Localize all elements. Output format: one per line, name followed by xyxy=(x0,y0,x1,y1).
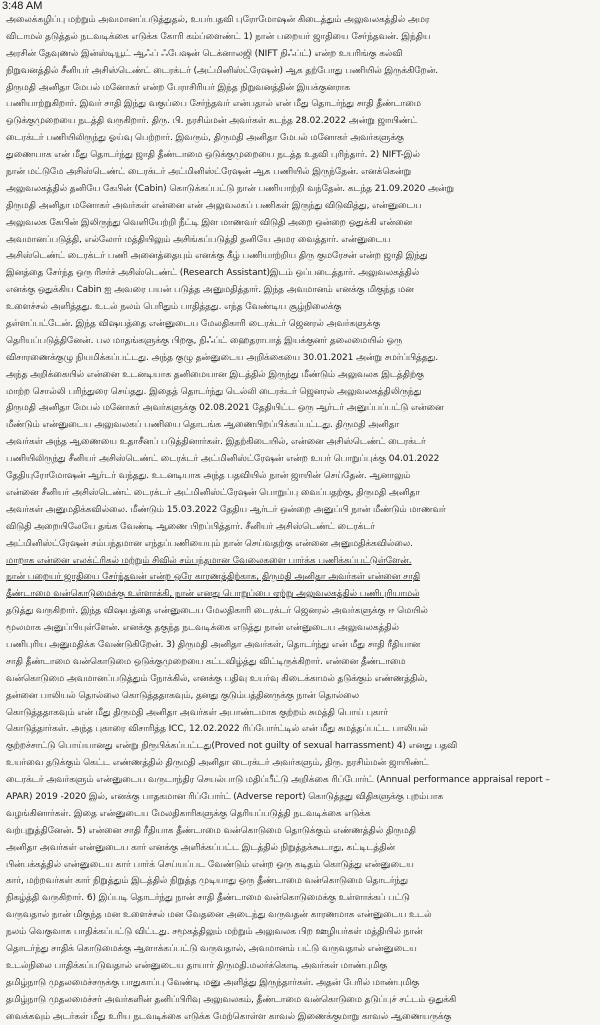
document-line: மூலமாக அனுப்பியுள்ளேன். எனக்கு தகுந்த நடவடிக்கை எடுத்து நான் என்னுடைய அலுவலகத்தில் xyxy=(6,623,399,634)
document-line: திருமதி அனிதா மனோகர் அவர்கள் என்னை என் அலுவலகப் பணிகள் இருந்து விடுவித்து, என்னுடைய xyxy=(6,200,422,211)
document-line: விடுதி அறையிலேயே தங்க வேண்டி ஆணை பிறப்பித்தார். சீனியர் அசிஸ்டெண்ட் டைரக்டர் xyxy=(6,521,376,532)
document-line: வைக்கவும் அடர்கள் மீது உரிய நடவடிக்கை எடுக்க மேற்கொள்ள காவல் இணைக்குமாறு காவல் ஆணையருக்கு xyxy=(6,1011,452,1022)
document-line: அலைக்கழிப்பு மற்றும் அவமானப்படுத்துதல், உயர்பதவி புரோமோஷன் கிடைத்தும் அலுவலகத்தில் அமர xyxy=(6,15,430,25)
document-line: நான் மட்டுமே அசிஸ்டெண்ட் டைரக்டர் அட்மினிஸ்ட்ரேஷன் ஆக பணியில் இருந்தேன். எனக்கென்று xyxy=(6,167,412,178)
document-line: அலுவலக கேபின் இலிருந்து வெளியேற்றி நீட்டி இள மாணவர் விடுதி அறை ஒன்றை ஒதுக்கி என்னை xyxy=(6,217,413,228)
document-line: கார், மற்றவர்கள் கார் நிறுத்தும் இடத்தில் நிறுத்த முடியாது ஒரு தீண்டாமை வன்கொடுமை தொடர்ந்து xyxy=(6,876,408,887)
document-line: குற்றச்சாட்டு பொய்யானது என்று நிரூபிக்கப்பட்டது(Proved not guilty of sexual harrassment) 4) எனது பதவி xyxy=(6,741,458,752)
document-line: அவர்கள் அனுமதிக்கவில்லை. மீண்டும் 15.03.2022 தேதிய ஆர்டர் ஒன்றை அனுப்பி நான் மீண்டும் மாணவர் xyxy=(6,504,446,515)
document-line: சாதி தீண்டாமை வன்கொடுமை ஒடுக்குமுறையை கட்டவிழ்த்து விட்டிருக்கிறார். என்னை தீண்டாமை xyxy=(6,656,406,667)
document-line: தடுத்து வருகிறார். இந்த விஷயத்தை என்னுடைய மேலதிகாரி டைரக்டர் ஜெனரல் அவர்களுக்கு ஈ மெயில் xyxy=(6,606,428,617)
document-line: கொடுத்தார்கள். அந்த புகாரை விசாரித்த ICC, 12.02.2022 ரிப்போர்ட்டில் என் மீது சுமத்தப்பட்ட பாலியல் xyxy=(6,724,428,735)
document-line: வருவதால் நான் மிகுந்த மன உளைச்சல் மன வேதனை அடைந்து வருவதன் காரணமாக என்னுடைய உடல் xyxy=(6,910,432,921)
document-line: துணையாக என் மீது தொடர்ந்து ஜாதி தீண்டாமை ஒடுக்குமுறையை நடத்த உதவி புரிந்தார். 2) NIFT-இல் xyxy=(6,150,420,161)
document-line: நலம் வெகுவாக பாதிக்கப்பட்டு விட்டது. சமூகத்திலும் மற்றும் அலுவலக பிற ஊழியர்கள் மத்தியில் நான் xyxy=(6,927,423,938)
document-line: மாறாக என்னை எலக்ட்ரிகல் மற்றும் சிவில் சம்பந்தமான வேலைகளை பார்க்க பணிக்கப்பட்டுள்ளேன். xyxy=(6,555,412,566)
document-line: ஒடுக்குமுறையை நடத்தி வருகிறார். திரு. பி. நரசிம்மன் அவர்கள் கடந்த 28.02.2022 அன்று ஜாயிண்ட் xyxy=(6,116,418,127)
document-line: பின்பக்கத்தில் என்னுடைய கார் பார்க் செய்யப்பட வேண்டும் என்ற ஒரு கடிதம் கொடுத்து என்னுடைய xyxy=(6,859,414,870)
document-line: தொடர்ந்து சாதிக் கொடுமைக்கு ஆளாக்கப்பட்டு வருவதால், அவமானம் பட்டு வருவதால் என்னுடைய xyxy=(6,943,417,954)
document-line: நிறுவனத்தில் சீனியர் அசிஸ்டெண்ட் டைரக்டர் (அட்மினிஸ்ட்ரேஷன்) ஆக தற்போது பணியில் இருக்கிறேன். xyxy=(6,65,439,76)
document-line: உயர்வை தடுக்கும் கெட்ட எண்ணத்தில் திருமதி அனிதா டைரக்டர் அவர்களும், திரு. நரசிம்மன் ஜாயிண்ட் xyxy=(6,758,429,769)
document-line: அட்மினிஸ்ட்ரேஷன் சம்பந்தமான எந்தப்பணியையும் நான் செய்வதற்கு என்னை அனுமதிக்கவில்லை. xyxy=(6,538,413,549)
document-line: அவர்கள் அந்த ஆணையை உதாசீனப் படுத்தினார்கள். இதற்கிடையில், என்னை அசிஸ்டெண்ட் டைரக்டர் xyxy=(6,437,426,448)
document-line: விசாரணைக்குழு நியமிக்கப்பட்டது. அந்த குழு தன்னுடைய அறிக்கையை 30.01.2021 அன்று சமர்ப்பித்தது. xyxy=(6,352,439,363)
document-line: நிகழ்த்தி வருகிறார். 6) இப்படி தொடர்ந்து நான் சாதி தீண்டாமை வன்கொடுமைக்கு உள்ளாக்கப் பட்டு xyxy=(6,893,410,904)
document-line: மீண்டும் என்னுடைய அலுவலகப் பணியை தொடங்க ஆணைபிறப்பிக்கப்பட்டது. திருமதி அனிதா xyxy=(6,420,400,431)
document-page xyxy=(6,12,594,1022)
document-line: எனக்கு ஒதுக்கிய Cabin ஐ அவரை பயன் படுத்த அனுமதித்தார். இந்த அவமானம் எனக்கு மிகுந்த மன xyxy=(6,285,414,296)
document-line: தெரியப்படுத்தினேன். பல மாதங்களுக்கு பிறகு, நிஃப்ட் ஹைதராபாத் இயக்குனர் தலைமையில் ஒரு xyxy=(6,335,403,346)
document-line: அசிஸ்டெண்ட் டைரக்டர் பணி அனைத்தையும் எனக்கு கீழ் பணியாற்றிய திரு குமரேசன் என்ற ஜாதி இந்து xyxy=(6,251,428,262)
document-line: கொடுத்ததாகவும் என் மீது திருமதி அனிதா அவர்கள் அபாண்டமாக குற்றம் சுமத்தி பொய் புகார் xyxy=(6,707,388,718)
document-line: விடாமல் தடுத்தல் நடவடிக்கை எடுக்க கோரி கம்ப்ளைண்ட் 1) நான் பறையர் ஜாதியை சேர்ந்தவன். இந்திய xyxy=(6,31,431,42)
document-line: நான் பறையர் ஜாதியை சேர்ந்தவன் என்ற ஒரே காரணத்திற்காக, திருமதி அனிதா அவர்கள் என்னை சாதி xyxy=(6,572,420,583)
document-line: உடல்நிலை பாதிக்கப்படுவதால் என்னுடைய தாயார் திருமதி.மலர்க்கொடி அவர்கள் மாண்புமிகு xyxy=(6,960,388,971)
document-line: என்னை சீனியர் அசிஸ்டெண்ட் டைரக்டர் அட்மினிஸ்ட்ரேஷன் பொறுப்பு வைப்பதற்கு, திருமதி அனிதா xyxy=(6,487,420,498)
document-line: வற்புறுத்தினேன். 5) என்னை சாதி ரீதியாக தீண்டாமை வன்கொடுமை தொடுக்கும் எண்ணத்தில் திருமதி xyxy=(6,825,416,836)
document-line: அந்த அறிக்கையில் என்னை உடனடியாக தனிமையான இடத்தில் இருந்து மீண்டும் அலுவலக இடத்திற்கு xyxy=(6,369,424,380)
document-line: APAR) 2019 -2020 இல், எனக்கு பாதகமான ரிப்போர்ட் (Adverse report) கொடுத்தது விதிகளுக்கு புறம்பாக xyxy=(6,791,444,802)
document-line: மாற்ற சொல்லி பரிந்துரை செய்தது. இதைத் தொடர்ந்து டெல்லி டைரக்டர் ஜெனரல் அலுவலகத்திலிருந்து xyxy=(6,386,422,397)
document-line: உளைச்சல் அளித்தது. உடல் நலம் பெரிதும் பாதித்தது. எந்த வேண்டிய சூழ்நிலைக்கு xyxy=(6,302,342,313)
document-line: வன்கொடுமை அவமானப்படுத்தும் நோக்கில், எனக்கு பதிவு உயர்வு கிடைக்காமல் தடுக்கும் எண்ணத்தில், xyxy=(6,673,428,684)
document-line: அரசின் தேவுணல் இன்ஸ்டியூட் ஆஃப் ஃபேஷன் டெக்னாலஜி (NIFT நிஃப்ட்) என்ற உயரிங்கு கல்வி xyxy=(6,48,403,59)
document-line: அனிதா அவர்கள் என்னுடைய கார் எனக்கு அளிக்கப்பட்ட இடத்தில் நிறுத்தக்கூடாது, கட்டிடத்தின் xyxy=(6,842,396,853)
document-line: இனத்தை சேர்ந்த ஒரு ரிசர்ச் அசிஸ்டெண்ட் (Research Assistant)இடம் ஒப்படைத்தார். அலுவலகத்தில் xyxy=(6,268,420,279)
document-line: டைரக்டர் அவர்களும் என்னுடைய வருடாந்திர செயல்பாடு மதிப்பீட்டு அறிக்கை ரிப்போர்ட் (Annual performance appraisal report – xyxy=(6,775,550,786)
document-line: தமிழ்நாடு முதலமைச்சருக்கு பாதுகாப்பு வேண்டி மனு அளித்து இருந்தார்கள். அதன் பேரில் மாண்புமிகு xyxy=(6,977,420,988)
document-line: அவமானப்படுத்தி, எல்லோர் மத்தியிலும் அசிங்கப்படுத்தி தனியே அமர வைத்தார். என்னுடைய xyxy=(6,234,391,245)
document-line: பணியாற்றுகிறார். இவர் சாதி இந்து வகுப்பை சேர்ந்தவர் என்பதால் என் மீது தொடர்ந்து சாதி தீண்டாமை xyxy=(6,99,421,110)
document-line: தமிழ்நாடு முதலமைச்சர் அவர்களின் தனிப்பிரிவு அலுவலகம், தீண்டாமை வன்கொடுமை தடுப்புச் சட்டம் ஒதுக்கி xyxy=(6,994,457,1005)
document-line: பணிபுரிய அனுமதிக்க வேண்டுகிறேன். 3) திருமதி அனிதா அவர்கள், தொடர்ந்து என் மீது சாதி ரீதியான xyxy=(6,639,421,650)
status-bar-time: 3:48 AM xyxy=(2,0,43,12)
document-line: வழங்கினார்கள். இதை என்னுடைய மேலதிகாரிகளுக்கு தெரியப்படுத்தி நடவடிக்கை எடுக்க xyxy=(6,808,371,819)
document-line: திருமதி அனிதா மேபல் மனோகர் என்ற பேராசிரியர் இந்த நிறுவனத்தின் இயக்குனராக xyxy=(6,82,351,93)
document-line: டைரக்டர் பணியிலிருந்து ஓய்வு பெற்றார். இவரும், திருமதி அனிதா மேபல் மனோகர் அவர்களுக்கு xyxy=(6,133,404,144)
document-line: திருமதி அனிதா மேபல் மனோகர் அவர்களுக்கு 02.08.2021 தேதியிட்ட ஒரு ஆர்டர் அனுப்பப்பட்டு என்னை xyxy=(6,403,444,414)
document-line: தேதியுரோமோஷன் ஆர்டர் வந்தது. உடனடியாக அந்த பதவியில் நான் ஜாயின் செய்தேன். ஆனாலும் xyxy=(6,471,411,482)
document-line: அலுவலகத்தில் தனியே கேபின் (Cabin) கொடுக்கப்பட்டு நான் பணியாற்றி வந்தேன். கடந்த 21.09.2020 அன்று xyxy=(6,183,454,194)
document-line: பணியிலிருந்து சீனியர் அசிஸ்டெண்ட் டைரக்டர் அட்மினிஸ்ட்ரேஷன் என்ற உயர் பொறுப்புக்கு 04.01.2022 xyxy=(6,454,440,465)
document-line: தன்னை பாலியல் தொல்லை கொடுத்ததாகவும், தனது குடும்பத்தினருக்கு நான் தொல்லை xyxy=(6,690,360,701)
document-line: தீண்டாமை வன்கொடுமைக்கு உள்ளாக்கி, நான் எனது பொறுப்பை ஏற்று அலுவலகத்தில் பணிபுரியாமல் xyxy=(6,589,420,600)
document-line: தள்ளப்பட்டேன். இந்த விஷயத்தை என்னுடைய மேலதிகாரி டைரக்டர் ஜெனரல் அவர்களுக்கு xyxy=(6,319,381,330)
